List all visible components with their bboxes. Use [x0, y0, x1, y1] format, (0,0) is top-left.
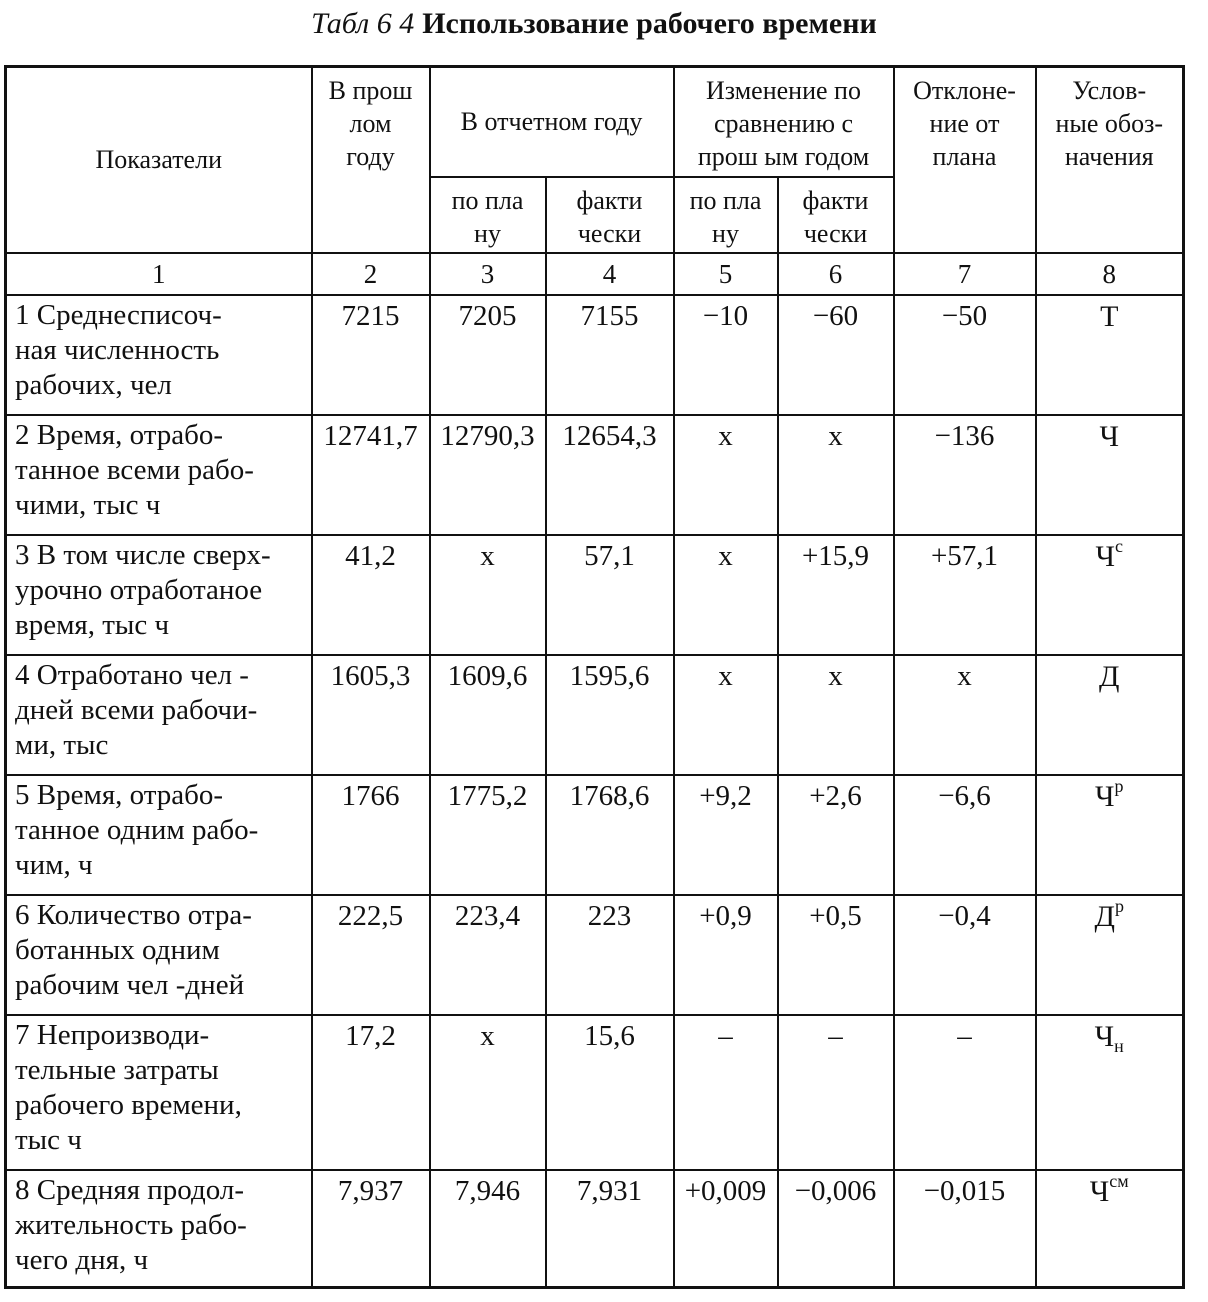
value-cell: 7215 [312, 295, 430, 415]
value-cell: 57,1 [546, 535, 674, 655]
table-number: Табл 6 4 [311, 7, 415, 40]
value-cell: 41,2 [312, 535, 430, 655]
column-numbers-row [6, 253, 1184, 295]
symbol-cell: $Ч^р$ [1036, 775, 1184, 895]
symbol-cell: $Д^р$ [1036, 895, 1184, 1015]
value-cell: +2,6 [778, 775, 894, 895]
value-cell: x [778, 655, 894, 775]
value-cell: 15,6 [546, 1015, 674, 1170]
value-cell: −0,006 [778, 1170, 894, 1288]
value-cell: 1775,2 [430, 775, 546, 895]
header-change: Изменение по сравнению с прош ым годом [674, 67, 894, 177]
symbol-cell: $Ч^с$ [1036, 535, 1184, 655]
symbol-cell: $Ч^{см}$ [1036, 1170, 1184, 1288]
value-cell: – [778, 1015, 894, 1170]
value-cell: x [674, 535, 778, 655]
column-number: 4 [546, 253, 674, 295]
value-cell: 1605,3 [312, 655, 430, 775]
symbol-cell: Д [1036, 655, 1184, 775]
value-cell: – [894, 1015, 1036, 1170]
column-number: 1 [6, 253, 312, 295]
table-caption: Использование рабочего времени [422, 7, 877, 40]
indicator-name: 1 Среднесписоч- ная численность рабочих, чел [6, 295, 312, 415]
header-change-plan: по пла ну [674, 177, 778, 253]
symbol-cell: Т [1036, 295, 1184, 415]
value-cell: 1768,6 [546, 775, 674, 895]
value-cell: +0,9 [674, 895, 778, 1015]
value-cell: 7155 [546, 295, 674, 415]
value-cell: 1595,6 [546, 655, 674, 775]
column-number: 6 [778, 253, 894, 295]
column-number: 7 [894, 253, 1036, 295]
header-change-fact: факти чески [778, 177, 894, 253]
value-cell: 222,5 [312, 895, 430, 1015]
table-row [6, 1170, 1184, 1288]
value-cell: 223,4 [430, 895, 546, 1015]
value-cell: x [430, 535, 546, 655]
value-cell: +57,1 [894, 535, 1036, 655]
value-cell: 1609,6 [430, 655, 546, 775]
value-cell: +15,9 [778, 535, 894, 655]
table-row [6, 1015, 1184, 1170]
value-cell: −136 [894, 415, 1036, 535]
indicator-name: 7 Непроизводи- тельные затраты рабочего времени, тыс ч [6, 1015, 312, 1170]
value-cell: 12790,3 [430, 415, 546, 535]
value-cell: 223 [546, 895, 674, 1015]
table-row [6, 295, 1184, 415]
header-report-fact: факти чески [546, 177, 674, 253]
value-cell: −60 [778, 295, 894, 415]
value-cell: – [674, 1015, 778, 1170]
table-row [6, 655, 1184, 775]
header-report-plan: по пла ну [430, 177, 546, 253]
header-symbols: Услов- ные обоз- начения [1036, 67, 1184, 253]
indicator-name: 3 В том числе сверх- урочно отработаное время, тыс ч [6, 535, 312, 655]
value-cell: −0,015 [894, 1170, 1036, 1288]
column-number: 2 [312, 253, 430, 295]
value-cell: 17,2 [312, 1015, 430, 1170]
table-row [6, 535, 1184, 655]
table-title [0, 0, 1188, 48]
value-cell: 7,931 [546, 1170, 674, 1288]
value-cell: −50 [894, 295, 1036, 415]
value-cell: +9,2 [674, 775, 778, 895]
column-number: 8 [1036, 253, 1184, 295]
value-cell: x [894, 655, 1036, 775]
header-deviation: Отклоне- ние от плана [894, 67, 1036, 253]
symbol-cell: Ч [1036, 415, 1184, 535]
value-cell: x [430, 1015, 546, 1170]
table-row [6, 775, 1184, 895]
symbol-cell: $Ч_н$ [1036, 1015, 1184, 1170]
indicator-name: 5 Время, отрабо- танное одним рабо- чим, ч [6, 775, 312, 895]
value-cell: 1766 [312, 775, 430, 895]
value-cell: +0,009 [674, 1170, 778, 1288]
value-cell: +0,5 [778, 895, 894, 1015]
table-row [6, 415, 1184, 535]
indicator-name: 8 Средняя продол- жительность рабо- чего дня, ч [6, 1170, 312, 1288]
indicator-name: 4 Отработано чел - дней всеми рабочи- ми, тыс [6, 655, 312, 775]
table-row [6, 895, 1184, 1015]
value-cell: x [674, 415, 778, 535]
column-number: 5 [674, 253, 778, 295]
indicator-name: 6 Количество отра- ботанных одним рабочим чел -дней [6, 895, 312, 1015]
value-cell: 7205 [430, 295, 546, 415]
header-prev-year: В прош лом году [312, 67, 430, 253]
value-cell: 12741,7 [312, 415, 430, 535]
value-cell: x [778, 415, 894, 535]
header-report-year: В отчетном году [430, 67, 674, 177]
value-cell: −0,4 [894, 895, 1036, 1015]
column-number: 3 [430, 253, 546, 295]
value-cell: 7,946 [430, 1170, 546, 1288]
value-cell: 7,937 [312, 1170, 430, 1288]
value-cell: 12654,3 [546, 415, 674, 535]
work-time-table [4, 65, 1185, 1289]
value-cell: −6,6 [894, 775, 1036, 895]
value-cell: −10 [674, 295, 778, 415]
value-cell: x [674, 655, 778, 775]
indicator-name: 2 Время, отрабо- танное всеми рабо- чими, тыс ч [6, 415, 312, 535]
header-indicators: Показатели [6, 67, 312, 253]
